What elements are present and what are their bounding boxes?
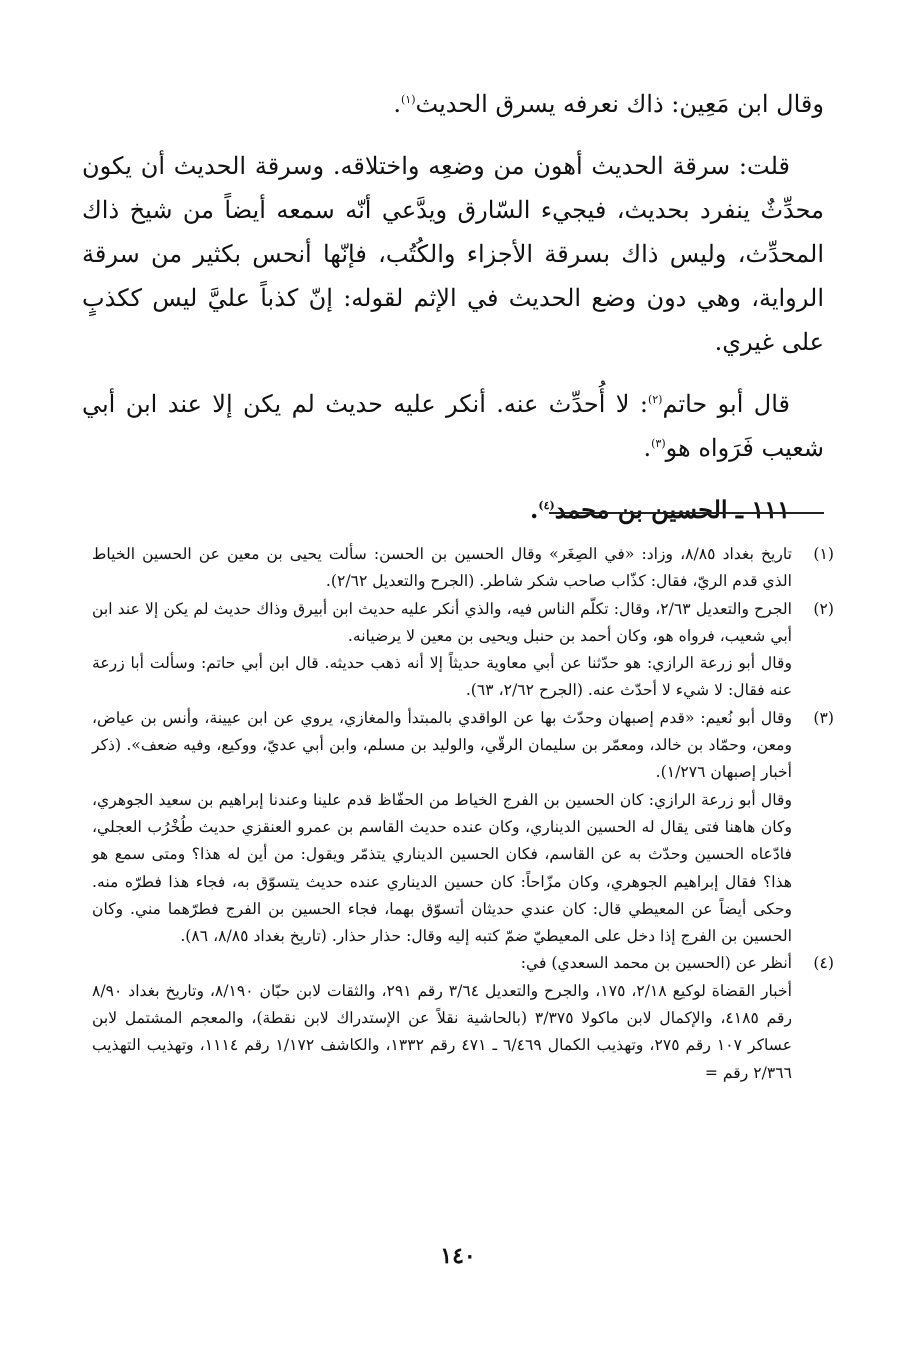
main-text (82, 82, 824, 532)
footnote-text: وقال أبو زرعة الرازي: هو حدّثنا عن أبي معاوية حديثاً إلا أنه ذهب حديثه. قال ابن أبي حاتم: وسألت أبا زرعة عنه فقال: لا شيء لا أحدّث عنه. (الجرح ٢/٦٢، ٦٣). (92, 654, 792, 700)
footnote-3 (92, 705, 834, 951)
entry-heading (82, 488, 824, 532)
paragraph-abu-hatim (82, 382, 824, 470)
footnote-ref[interactable]: (٤) (538, 499, 555, 512)
footnote-number: (١) (813, 545, 834, 563)
entry-title: ١١١ ـ الحسين بن محمد (554, 495, 790, 524)
footnote-ref[interactable]: (٢) (647, 393, 663, 406)
footnotes-section (92, 541, 834, 1087)
footnote-ref[interactable]: (١) (401, 93, 416, 106)
punctuation: . (393, 90, 401, 118)
footnote-number: (٣) (813, 708, 834, 727)
footnote-text: أخبار القضاة لوكيع ٢/١٨، ١٧٥، والجرح والتعديل ٣/٦٤ رقم ٢٩١، والثقات لابن حبّان ٨/١٩٠، وتاريخ بغداد ٨/٩٠ رقم ٤١٨٥، والإكمال لابن ماكولا ٣/٣٧٥ (بالحاشية نقلاً عن الإستدراك لابن نقطة)، والمعجم المشتمل لابن عساكر ١٠٧ رقم ٢٧٥، وتهذيب الكمال ٦/٤٦٩ ـ ٤٧١ رقم ١٣٣٢، والكاشف ١/١٧٢ رقم ١١١٤، وتهذيب التهذيب ٢/٣٦٦ رقم = (92, 981, 793, 1082)
footnote-separator (549, 512, 824, 514)
paragraph-commentary: قلت: سرقة الحديث أهون من وضعِه واختلاقه. وسرقة الحديث أن يكون محدِّثٌ ينفرد بحديث، فيجيء السّارق ويدَّعي أنّه سمعه أيضاً من شيخ ذاك المحدِّث، وليس ذاك بسرقة الأجزاء والكُتُب، فإنّها أنحس بكثير من سرقة الرواية، وهي دون وضع الحديث في الإثم لقوله: إنّ كذباً عليَّ ليس ككذبٍ على غيري. (82, 152, 824, 356)
footnote-text: وقال أبو نُعيم: «قدم إصبهان وحدّث بها عن الواقدي بالمبتدأ والمغازي، يروي عن ابن عيينة، وأنس بن عياض، ومعن، وحمّاد بن خالد، ومعمّر بن سليمان الرقّي، والوليد بن مسلم، وابن أبي عديّ، ووكيع، وفيه ضعف». (ذكر أخبار إصبهان ١/٢٧٦). (92, 708, 792, 782)
punctuation: . (643, 434, 652, 462)
footnote-number: (٢) (813, 599, 834, 618)
footnote-text: الجرح والتعديل ٢/٦٣، وقال: تكلّم الناس فيه، والذي أنكر عليه حديث ابن أبيرق وذاك حديث لم يكن إلا عند ابن أبي شعيب، فرواه هو، وكان أحمد بن حنبل ويحيى بن معين لا يرضيانه. (92, 599, 792, 645)
paragraph-text: وقال ابن مَعِين: ذاك نعرفه يسرق الحديث (415, 90, 824, 118)
page-number: ١٤٠ (440, 1243, 476, 1269)
paragraph-text: : لا أُحدِّث عنه. أنكر عليه حديث لم يكن إلا عند ابن أبي شعيب فَرَواه هو (82, 390, 824, 462)
footnote-text: وقال أبو زرعة الرازي: كان الحسين بن الفرج الخياط من الحفّاظ قدم علينا وعندنا إبراهيم بن سعيد الجوهري، وكان هاهنا فتى يقال له الحسين الديناري، وكان عنده حديث القاسم بن عمرو العنقزي حديث طُخْرُب العجلي، فادّعاه الحسين وحدّث به عن القاسم، فكان الحسين الديناري يتذمّر ويقول: من أين له هذا؟ ومتى سمع هو هذا؟ فقال إبراهيم الجوهري، وكان مزّاحاً: كان حسين الديناري عنده حديث يتسوّق به، فجاء هذا فطرّه منه. وحكى أيضاً عن المعيطي قال: كان عندي حديثان أتسوّق بهما، فجاء الحسين بن الفرج فطرّهما مني. وكان الحسين بن الفرج إذا دخل على المعيطيّ ضمّ كتبه إليه وقال: حذار حذار. (تاريخ بغداد ٨/٨٥، ٨٦). (92, 790, 792, 946)
footnote-2 (92, 596, 834, 705)
footnote-text: تاريخ بغداد ٨/٨٥، وزاد: «في الصِغَر» وقال الحسين بن الحسن: سألت يحيى بن معين عن الحسين الخياط الذي قدم الريّ، فقال: كذّاب صاحب شكر شاطر. (الجرح والتعديل ٢/٦٢). (92, 545, 792, 591)
paragraph-text: قال أبو حاتم (662, 390, 790, 418)
footnote-ref[interactable]: (٣) (651, 437, 666, 450)
paragraph-ibn-main (82, 82, 824, 126)
punctuation: . (529, 495, 539, 524)
footnote-1 (92, 541, 834, 596)
footnote-number: (٤) (813, 954, 834, 973)
footnote-text: أنظر عن (الحسين بن محمد السعدي) في: (520, 954, 792, 973)
footnote-4 (92, 950, 834, 1086)
